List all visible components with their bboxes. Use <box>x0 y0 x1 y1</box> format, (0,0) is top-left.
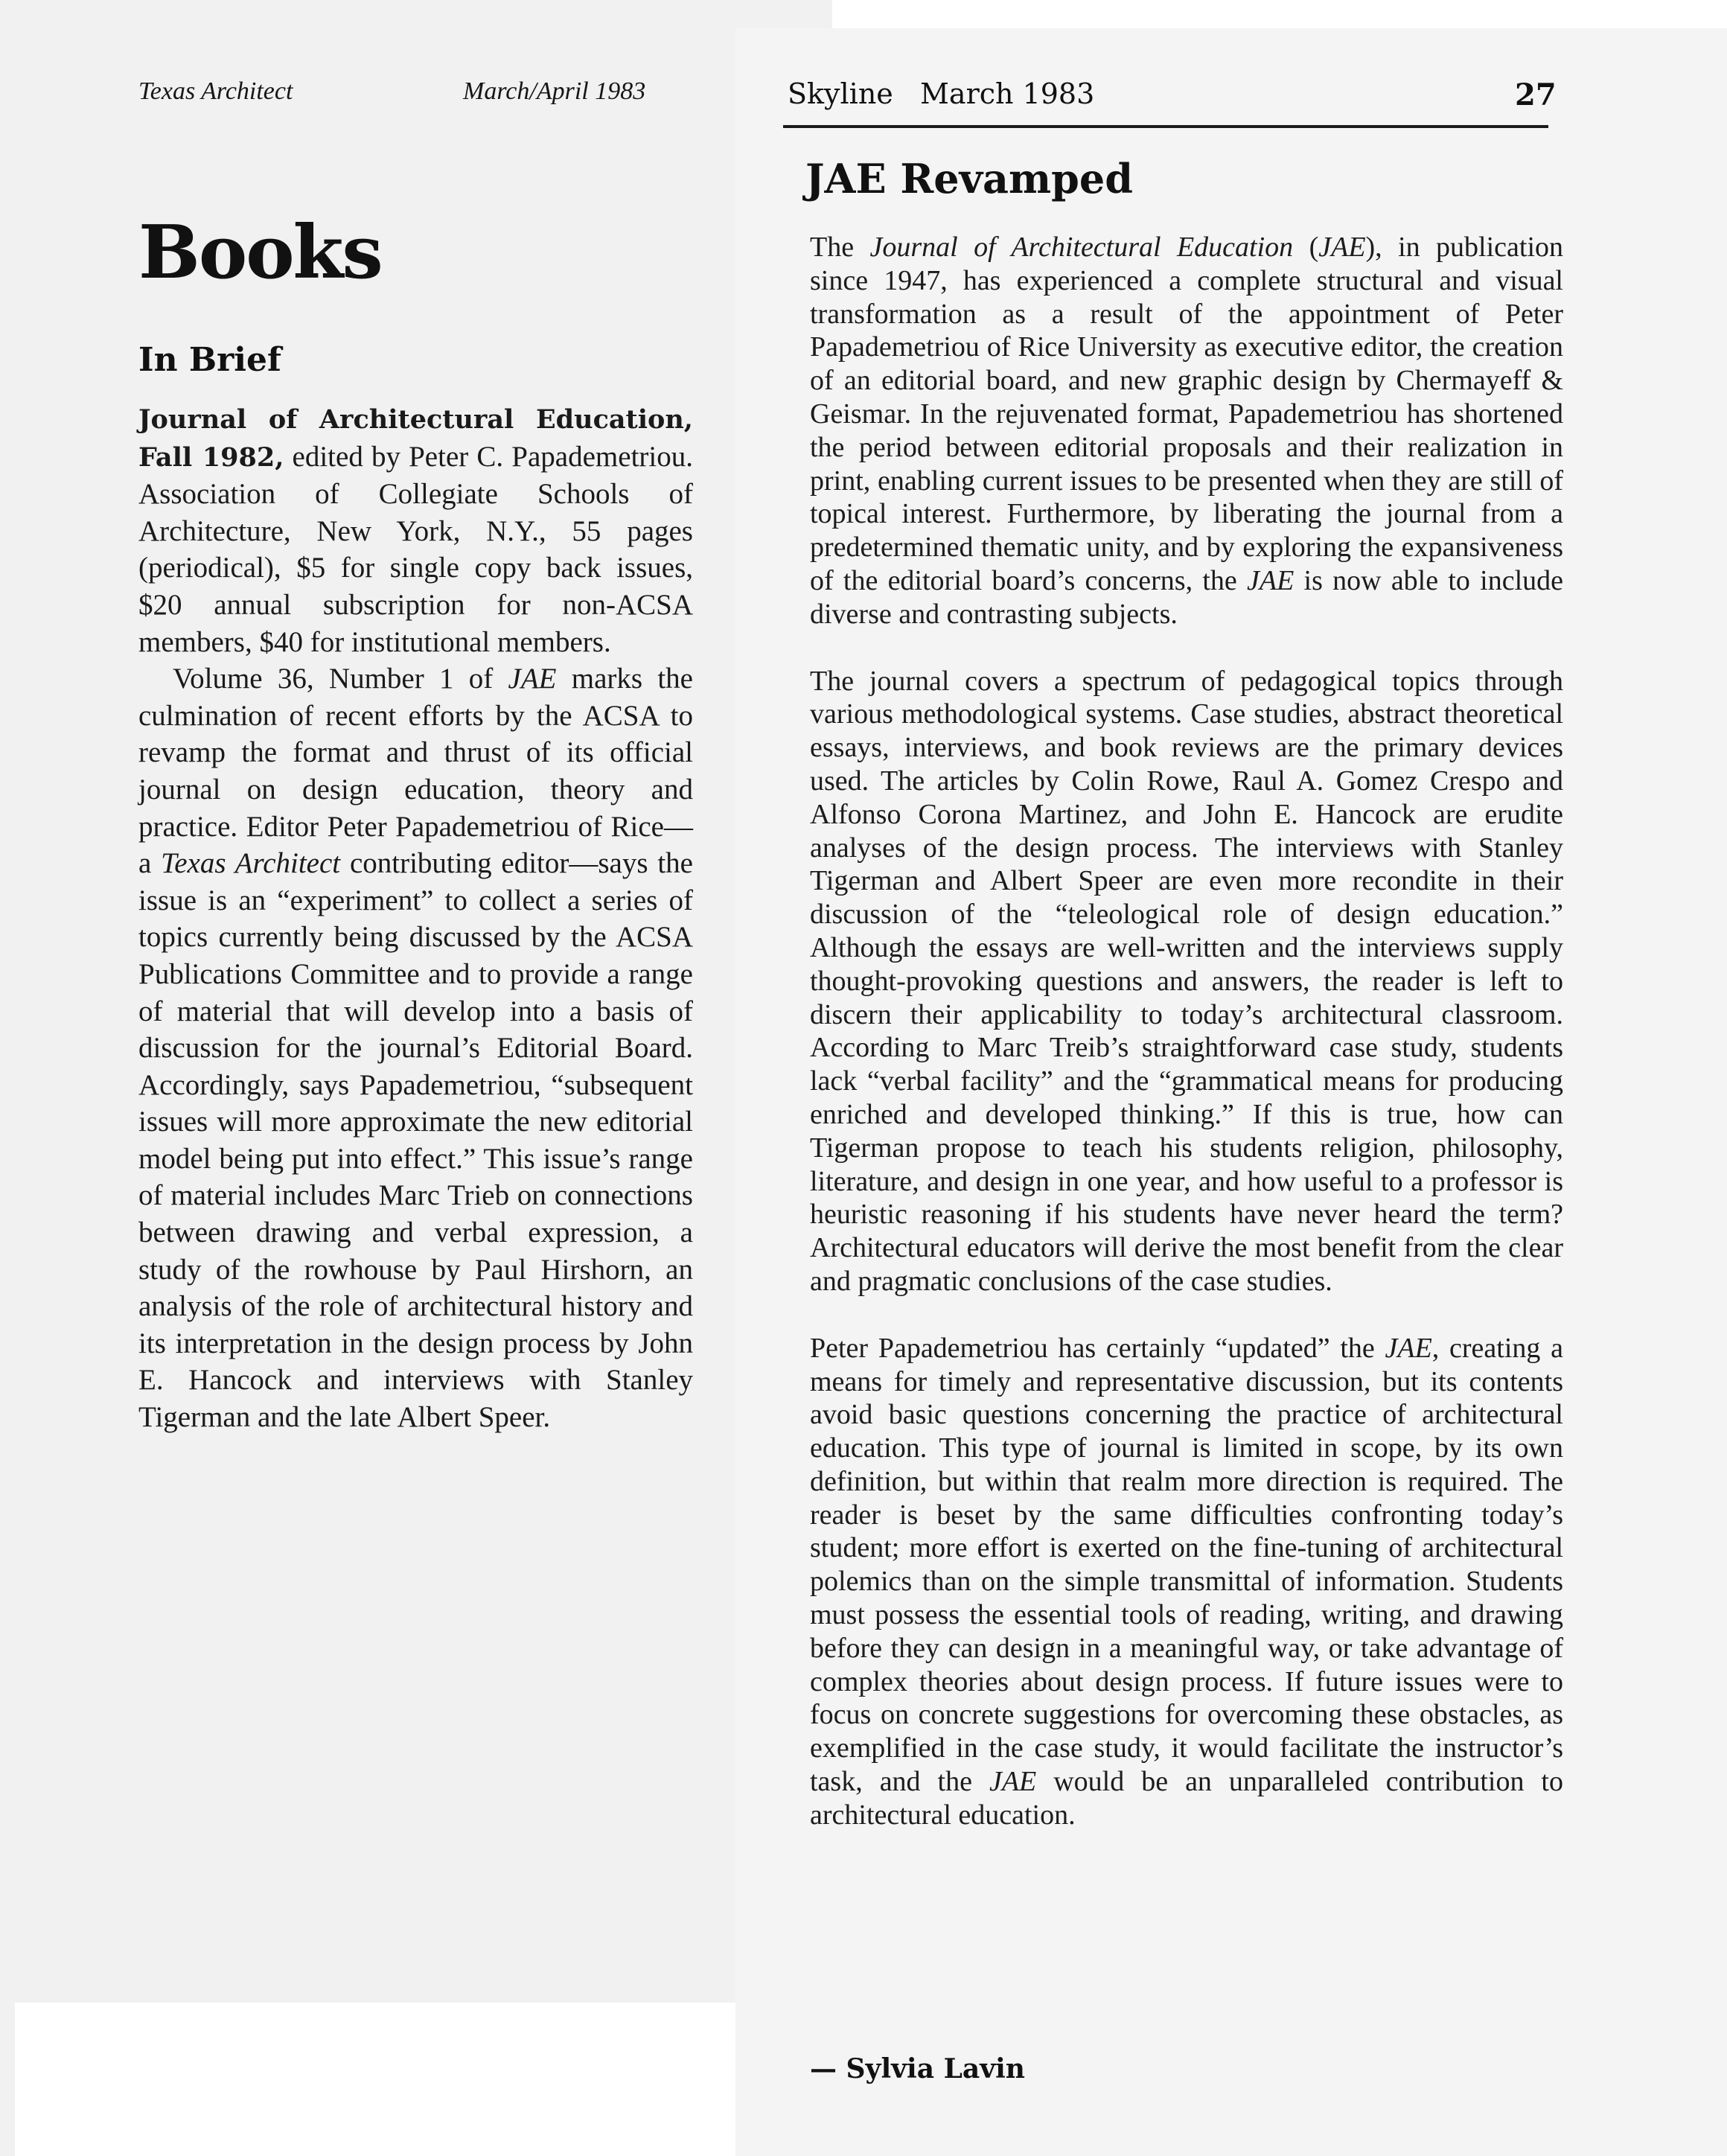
right-running-head-publication: Skyline <box>788 77 893 110</box>
section-title: Books <box>138 210 382 296</box>
page-number: 27 <box>1515 77 1557 112</box>
article-text-italic: JAE <box>989 1766 1037 1798</box>
right-running-head-date: March 1983 <box>920 77 1095 110</box>
article-text: ), in publication since 1947, has experienced a complete structural and visual transformation as a result of the appointment of Peter Papademetriou of Rice University as executive editor, the creation of an editorial board, and new graphic design by Chermayeff & Geismar. In the rejuvenated format, Papademetriou has shortened the period between editorial proposals and their realization in print, enabling current issues to be presented when they are still of topical interest. Furthermore, by liberating the journal from a predetermined thematic unity, and by exploring the expansiveness of the editorial board’s concerns, the <box>810 232 1564 596</box>
review-book-title: Journal of Architectural Education, Fall 1982, <box>138 404 693 473</box>
article-text: is now able to include diverse and contrasting subjects. <box>810 564 1564 630</box>
review-text: Volume 36, Number 1 of <box>173 663 508 695</box>
author-signature: — Sylvia Lavin <box>810 2053 1025 2085</box>
article-title: JAE Revamped <box>805 155 1134 202</box>
article-text: Peter Papademetriou has certainly “updated” the <box>810 1332 1385 1364</box>
subsection-title: In Brief <box>138 341 281 379</box>
left-review-body <box>138 401 693 1436</box>
article-text: , creating a means for timely and representative discussion, but its contents avoid basic questions concerning the practice of architectural education. This type of journal is limited in scope, by its own definition, but within that realm more direction is required. The reader is beset by the same difficulties confronting today’s student; more effort is exerted on the fine-tuning of architectural polemics than on the simple transmittal of information. Students must possess the essential tools of reading, writing, and drawing before they can design in a meaningful way, or take advantage of complex theories about design process. If future issues were to focus on concrete suggestions for overcoming these obstacles, as exemplified in the case study, it would facilitate the instructor’s task, and the <box>810 1332 1563 1798</box>
review-text: marks the culmination of recent efforts by the ACSA to revamp the format and thrust of its official journal on design education, theory and practice. Editor Peter Papademetriou of Rice—a <box>138 663 693 880</box>
article-paragraph-1 <box>810 231 1563 631</box>
article-body <box>810 231 1563 1866</box>
article-text-italic: JAE <box>1247 564 1295 596</box>
clipping-overlap <box>735 0 832 28</box>
article-text: ( <box>1293 232 1319 263</box>
left-running-head-publication: Texas Architect <box>138 77 293 105</box>
article-text-italic: Journal of Architectural Education <box>869 232 1294 263</box>
article-text-italic: JAE <box>1318 232 1366 263</box>
review-text-italic: Texas Architect <box>161 847 341 880</box>
header-rule <box>783 125 1548 128</box>
review-body-paragraph <box>138 660 693 1435</box>
review-citation-paragraph <box>138 401 693 660</box>
article-text: would be an unparalleled contribution to architectural education. <box>810 1766 1563 1831</box>
left-page-clipping-edge <box>0 2003 15 2156</box>
review-text: contributing editor—says the issue is an “experiment” to collect a series of topics currently being discussed by the ACSA Publications Committee and to provide a range of material that will develop into a basis of discussion for the journal’s Editorial Board. Accordingly, says Papademetriou, “subsequent issues will more approximate the new editorial model being put into effect.” This issue’s range of material includes Marc Trieb on connections between drawing and verbal expression, a study of the rowhouse by Paul Hirshorn, an analysis of the role of architectural history and its interpretation in the design process by John E. Hancock and interviews with Stanley Tigerman and the late Albert Speer. <box>138 847 693 1434</box>
left-running-head-date: March/April 1983 <box>463 77 646 105</box>
article-paragraph-3 <box>810 1332 1563 1832</box>
article-paragraph-2: The journal covers a spectrum of pedagogical topics through various methodological systems. Case studies, abstract theoretical essays, interviews, and book reviews are the primary devices used. The articles by Colin Rowe, Raul A. Gomez Crespo and Alfonso Corona Martinez, and John E. Hancock are erudite analyses of the design process. The interviews with Stanley Tigerman and Albert Speer are even more recondite in their discussion of the “teleological role of design education.” Although the essays are well-written and the interviews supply thought-provoking questions and answers, the reader is left to discern their applicability to today’s architectural classroom. According to Marc Treib’s straightforward case study, students lack “verbal facility” and the “grammatical means for producing enriched and developed thinking.” If this is true, how can Tigerman propose to teach his students religion, philosophy, literature, and design in one year, and how useful to a professor is heuristic reasoning if his students have never heard the term? Architectural educators will derive the most benefit from the clear and pragmatic conclusions of the case studies. <box>810 665 1563 1297</box>
article-text-italic: JAE <box>1385 1332 1432 1364</box>
review-citation: edited by Peter C. Papademetriou. Association of Collegiate Schools of Architecture, New York, N.Y., 55 pages (periodical), $5 for single copy back issues, $20 annual subscription for non-ACSA members, $40 for institutional members. <box>138 440 693 658</box>
review-text-italic: JAE <box>508 663 557 695</box>
article-text: The <box>810 232 870 263</box>
